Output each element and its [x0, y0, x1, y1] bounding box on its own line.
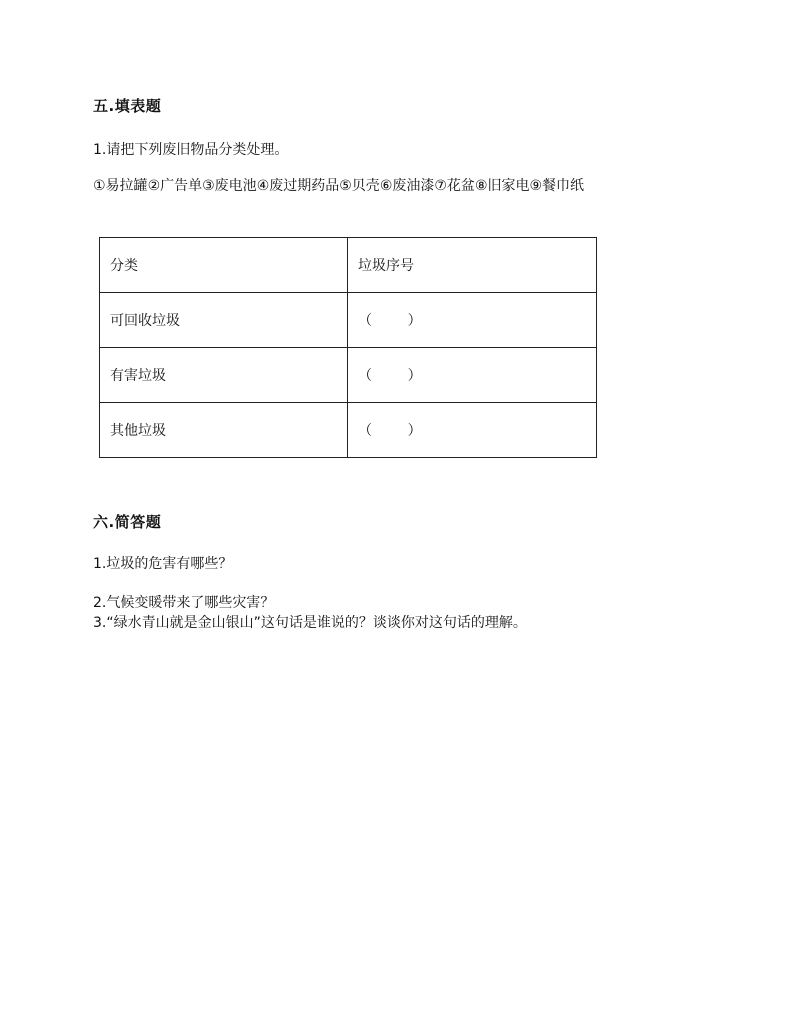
category-other: 其他垃圾: [100, 403, 348, 458]
table-header-row: [100, 238, 597, 293]
short-answer-question-1: 1.垃圾的危害有哪些？: [93, 556, 233, 572]
waste-item: ⑦花盆: [434, 178, 475, 194]
short-answer-question-2: 2.气候变暖带来了哪些灾害？: [93, 595, 275, 611]
waste-item: ⑤贝壳: [339, 178, 380, 194]
waste-items-list: [93, 175, 584, 195]
category-hazardous: 有害垃圾: [100, 348, 348, 403]
waste-item: ⑧旧家电: [474, 178, 530, 194]
answer-blank[interactable]: （ ）: [348, 293, 597, 348]
waste-item: ③废电池: [202, 178, 257, 194]
table-row: [100, 293, 597, 348]
category-recyclable: 可回收垃圾: [100, 293, 348, 348]
header-category: 分类: [100, 238, 348, 293]
waste-item: ⑥废油漆: [379, 178, 435, 194]
waste-item: ②广告单: [147, 178, 203, 194]
short-answer-question-3: 3.“绿水青山就是金山银山”这句话是谁说的？谈谈你对这句话的理解。: [93, 615, 527, 631]
header-item-numbers: 垃圾序号: [348, 238, 597, 293]
waste-item: ⑨餐巾纸: [529, 178, 585, 194]
table-row: [100, 403, 597, 458]
table-row: [100, 348, 597, 403]
answer-blank[interactable]: （ ）: [348, 403, 597, 458]
waste-item: ①易拉罐: [93, 178, 148, 194]
answer-blank[interactable]: （ ）: [348, 348, 597, 403]
classification-table: [99, 237, 597, 458]
waste-item: ④废过期药品: [256, 178, 340, 194]
section-5-title: 五.填表题: [93, 97, 162, 115]
question-1-prompt: 1.请把下列废旧物品分类处理。: [93, 142, 289, 158]
section-6-title: 六.简答题: [93, 513, 162, 531]
